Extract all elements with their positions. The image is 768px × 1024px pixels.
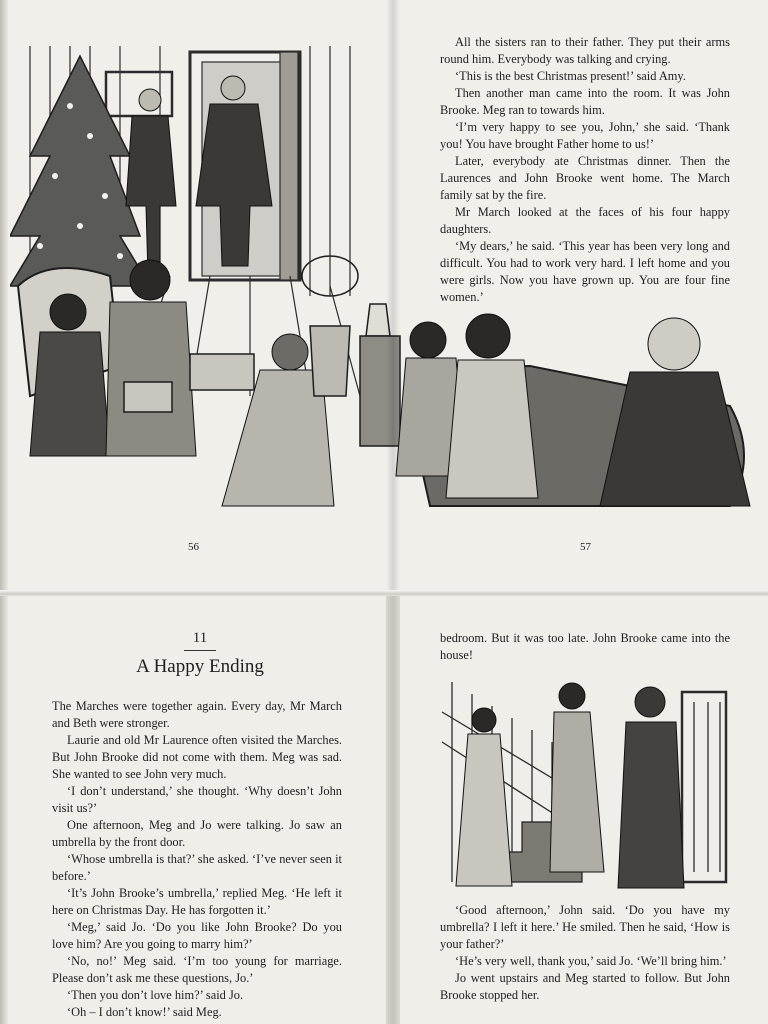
paragraph: ‘He’s very well, thank you,’ said Jo. ‘We’ll bring him.’	[455, 954, 727, 968]
paragraph: ‘Oh – I don’t know!’ said Meg.	[67, 1005, 222, 1019]
chapter-number: 11	[192, 630, 208, 646]
page-number-57: 57	[580, 541, 591, 553]
paragraph: Laurie and old Mr Laurence often visited the Marches. But John Brooke did not come with them. Meg was sad. She wanted to see John very much.	[52, 733, 342, 781]
paragraph: Jo went upstairs and Meg started to follow. But John Brooke stopped her.	[440, 971, 730, 1002]
book-edge	[0, 0, 8, 592]
dialogue-text	[440, 902, 730, 1004]
chapter-title: A Happy Ending	[136, 656, 264, 677]
paragraph: ‘No, no!’ Meg said. ‘I’m too young for marriage. Please don’t ask me these questions, Jo.’	[52, 954, 342, 985]
paragraph: ‘I’m very happy to see you, John,’ she said. ‘Thank you! You have brought Father home to us!’	[440, 120, 730, 151]
page-right	[396, 596, 768, 1024]
page-left	[0, 596, 388, 1024]
paragraph: Mr March looked at the faces of his four happy daughters.	[440, 205, 730, 236]
paragraph: ‘Then you don’t love him?’ said Jo.	[67, 988, 244, 1002]
paragraph: ‘My dears,’ he said. ‘This year has been very long and difficult. You had to work very hard. I left home and you were girls. Now you have grown up. You are four fine women.’	[440, 239, 730, 304]
paragraph: ‘It’s John Brooke’s umbrella,’ replied Meg. ‘He left it here on Christmas Day. He has forgotten it.’	[52, 886, 342, 917]
paragraph: ‘Good afternoon,’ John said. ‘Do you have my umbrella? I left it here.’ He smiled. Then he said, ‘How is your father?’	[440, 903, 730, 951]
paragraph: Then another man came into the room. It was John Brooke. Meg ran to towards him.	[440, 86, 730, 117]
chapter-rule	[184, 650, 216, 651]
paragraph: bedroom. But it was too late. John Brooke came into the house!	[440, 631, 730, 662]
paragraph: Later, everybody ate Christmas dinner. Then the Laurences and John Brooke went home. The March family sat by the fire.	[440, 154, 730, 202]
paragraph: ‘This is the best Christmas present!’ said Amy.	[455, 69, 686, 83]
continued-text	[440, 630, 730, 664]
paragraph: ‘Meg,’ said Jo. ‘Do you like John Brooke? Do you love him? Are you going to marry him?’	[52, 920, 342, 951]
paragraph: ‘Whose umbrella is that?’ she asked. ‘I’ve never seen it before.’	[52, 852, 342, 883]
paragraph: One afternoon, Meg and Jo were talking. Jo saw an umbrella by the front door.	[52, 818, 342, 849]
gutter	[386, 0, 400, 592]
paragraph: The Marches were together again. Every day, Mr March and Beth were stronger.	[52, 699, 342, 730]
page-57-text	[440, 34, 730, 306]
page-number-56: 56	[188, 541, 199, 553]
bottom-spread	[0, 596, 768, 1024]
paragraph: All the sisters ran to their father. They put their arms round him. Everybody was talking and crying.	[440, 35, 730, 66]
chapter-text	[52, 698, 342, 1021]
stairway-illustration	[432, 682, 732, 894]
paragraph: ‘I don’t understand,’ she thought. ‘Why doesn’t John visit us?’	[52, 784, 342, 815]
